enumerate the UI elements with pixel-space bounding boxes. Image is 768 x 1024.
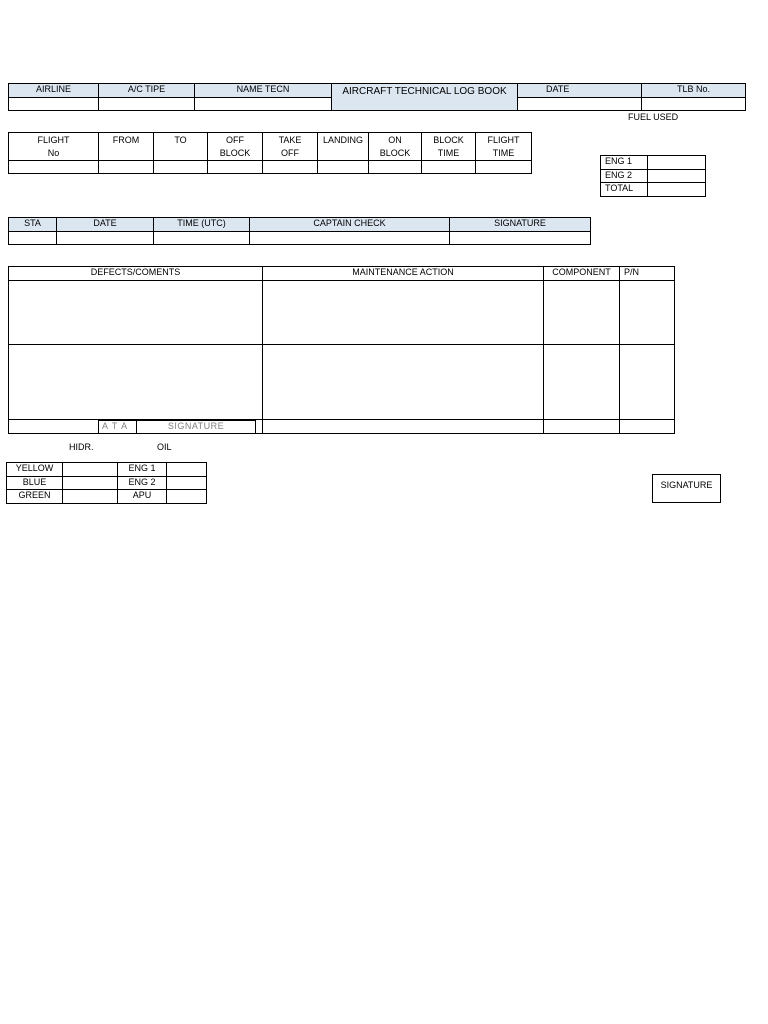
- check-date-label: DATE: [57, 218, 154, 232]
- fuel-eng1-label: ENG 1: [601, 156, 648, 170]
- flight-no-field[interactable]: [9, 161, 99, 174]
- blue-field[interactable]: [63, 477, 118, 490]
- block-time-field[interactable]: [422, 161, 476, 174]
- fuel-eng2-label: ENG 2: [601, 170, 648, 183]
- defects-table: [8, 266, 675, 434]
- oil-eng1-label: ENG 1: [118, 463, 167, 477]
- off-block-field[interactable]: [208, 161, 263, 174]
- component-footer[interactable]: [544, 420, 620, 434]
- oil-eng2-label: ENG 2: [118, 477, 167, 490]
- to-header: TO: [154, 133, 208, 161]
- sta-field[interactable]: [9, 232, 57, 245]
- landing-field[interactable]: [318, 161, 369, 174]
- fuel-eng2-field[interactable]: [648, 170, 706, 183]
- tlb-no-field[interactable]: [642, 98, 746, 111]
- fuel-table: [600, 155, 706, 197]
- fuel-used-title: FUEL USED: [628, 112, 679, 122]
- tlb-no-label: TLB No.: [642, 84, 746, 98]
- ac-type-label: A/C TIPE: [99, 84, 195, 98]
- component-entry-2[interactable]: [544, 345, 620, 420]
- name-tech-label: NAME TECN: [195, 84, 332, 98]
- maintenance-header: MAINTENANCE ACTION: [263, 267, 544, 281]
- hidr-label: HIDR.: [69, 442, 94, 452]
- flight-time-field[interactable]: [476, 161, 532, 174]
- block-time-header: BLOCK TIME: [422, 133, 476, 161]
- on-block-header: ON BLOCK: [369, 133, 422, 161]
- fuel-total-field[interactable]: [648, 183, 706, 197]
- check-signature-label: SIGNATURE: [450, 218, 591, 232]
- airline-label: AIRLINE: [9, 84, 99, 98]
- oil-label: OIL: [157, 442, 172, 452]
- pn-footer[interactable]: [620, 420, 675, 434]
- ac-type-field[interactable]: [99, 98, 195, 111]
- off-block-header: OFF BLOCK: [208, 133, 263, 161]
- check-date-field[interactable]: [57, 232, 154, 245]
- check-signature-field[interactable]: [450, 232, 591, 245]
- oil-apu-label: APU: [118, 490, 167, 504]
- green-label: GREEN: [7, 490, 63, 504]
- component-header: COMPONENT: [544, 267, 620, 281]
- time-utc-field[interactable]: [154, 232, 250, 245]
- defect-entry-1[interactable]: [9, 281, 263, 345]
- fuel-eng1-field[interactable]: [648, 156, 706, 170]
- fluids-table: [6, 462, 207, 504]
- yellow-label: YELLOW: [7, 463, 63, 477]
- ata-label: A T A: [98, 420, 136, 433]
- pn-header: P/N: [620, 267, 675, 281]
- captain-check-field[interactable]: [250, 232, 450, 245]
- flight-time-header: FLIGHT TIME: [476, 133, 532, 161]
- from-header: FROM: [99, 133, 154, 161]
- take-off-field[interactable]: [263, 161, 318, 174]
- sta-label: STA: [9, 218, 57, 232]
- flight-table: [8, 132, 532, 174]
- airline-field[interactable]: [9, 98, 99, 111]
- from-field[interactable]: [99, 161, 154, 174]
- name-tech-field[interactable]: [195, 98, 332, 111]
- blue-label: BLUE: [7, 477, 63, 490]
- component-entry-1[interactable]: [544, 281, 620, 345]
- oil-apu-field[interactable]: [167, 490, 207, 504]
- green-field[interactable]: [63, 490, 118, 504]
- to-field[interactable]: [154, 161, 208, 174]
- check-table: [8, 217, 591, 245]
- defects-header: DEFECTS/COMENTS: [9, 267, 263, 281]
- defect-entry-2[interactable]: [9, 345, 263, 420]
- date-field[interactable]: [518, 98, 642, 111]
- oil-eng1-field[interactable]: [167, 463, 207, 477]
- take-off-header: TAKE OFF: [263, 133, 318, 161]
- final-signature-box[interactable]: SIGNATURE: [652, 474, 721, 503]
- pn-entry-2[interactable]: [620, 345, 675, 420]
- maintenance-footer[interactable]: [263, 420, 544, 434]
- ata-signature-cell: [9, 420, 263, 434]
- header-table: [8, 83, 746, 111]
- oil-eng2-field[interactable]: [167, 477, 207, 490]
- defect-signature-label: SIGNATURE: [136, 420, 256, 433]
- captain-check-label: CAPTAIN CHECK: [250, 218, 450, 232]
- date-label: DATE: [518, 84, 642, 98]
- on-block-field[interactable]: [369, 161, 422, 174]
- maintenance-entry-1[interactable]: [263, 281, 544, 345]
- flight-no-header: FLIGHT No: [9, 133, 99, 161]
- time-utc-label: TIME (UTC): [154, 218, 250, 232]
- fuel-total-label: TOTAL: [601, 183, 648, 197]
- landing-header: LANDING: [318, 133, 369, 161]
- yellow-field[interactable]: [63, 463, 118, 477]
- maintenance-entry-2[interactable]: [263, 345, 544, 420]
- pn-entry-1[interactable]: [620, 281, 675, 345]
- logbook-title: AIRCRAFT TECHNICAL LOG BOOK: [332, 84, 518, 111]
